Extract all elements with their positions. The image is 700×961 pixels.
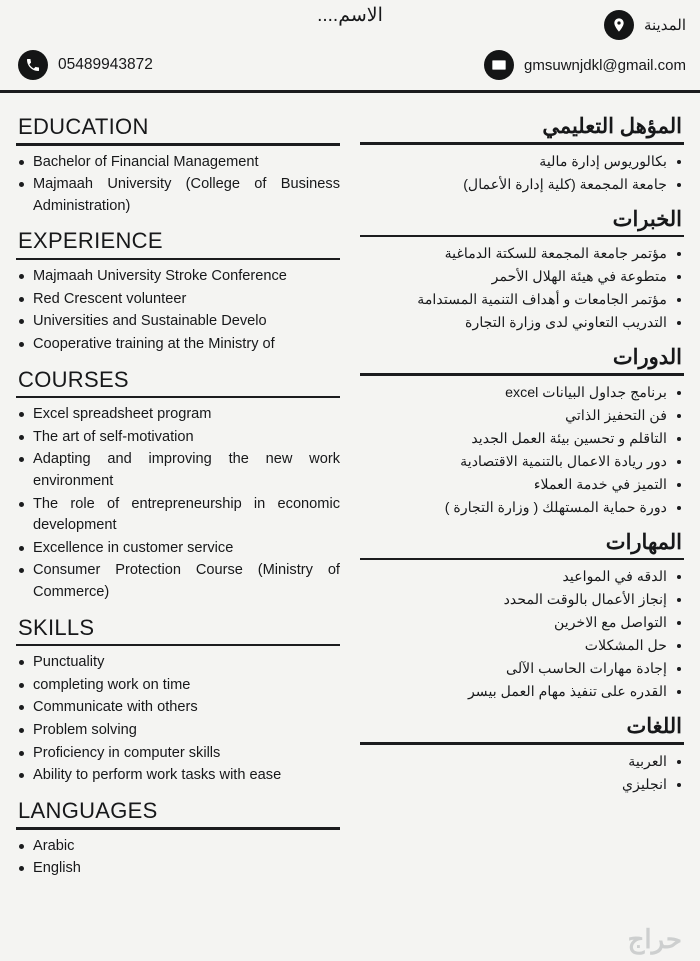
list-item: برنامج جداول البيانات excel (360, 382, 684, 404)
section-skills-ar (360, 521, 684, 704)
section-items (360, 151, 684, 196)
english-column (10, 103, 350, 881)
list-item: مؤتمر جامعة المجمعة للسكتة الدماغية (360, 243, 684, 265)
city-text: المدينة (643, 17, 686, 34)
list-item: Consumer Protection Course (Ministry of Commerce) (16, 560, 340, 603)
section-title: اللغات (626, 715, 682, 739)
list-item: Excel spreadsheet program (16, 404, 340, 426)
list-item: Red Crescent volunteer (16, 289, 340, 311)
section-items (360, 382, 684, 519)
list-item: Majmaah University (College of Business Administration) (16, 174, 340, 217)
section-divider (360, 235, 684, 238)
list-item: حل المشكلات (360, 635, 684, 657)
section-items (16, 652, 340, 787)
list-item: التواصل مع الاخرين (360, 612, 684, 634)
list-item: دورة حماية المستهلك ( وزارة التجارة ) (360, 497, 684, 519)
watermark: حراج (627, 924, 682, 954)
list-item: Punctuality (16, 652, 340, 674)
section-title: EXPERIENCE (18, 228, 163, 254)
list-item: التميز في خدمة العملاء (360, 474, 684, 496)
list-item: Problem solving (16, 720, 340, 742)
section-divider (16, 827, 340, 830)
section-divider (16, 143, 340, 146)
email-block[interactable] (484, 50, 686, 80)
section-experience-ar (360, 198, 684, 335)
section-experience-en (16, 219, 340, 355)
section-items (16, 836, 340, 880)
section-divider (360, 558, 684, 561)
list-item: Majmaah University Stroke Conference (16, 266, 340, 288)
list-item: فن التحفيز الذاتي (360, 405, 684, 427)
section-divider (360, 142, 684, 145)
list-item: Bachelor of Financial Management (16, 152, 340, 174)
section-title: المؤهل التعليمي (542, 115, 682, 138)
list-item: إجادة مهارات الحاسب الآلى (360, 658, 684, 680)
phone-icon (18, 50, 48, 80)
city-block (604, 10, 686, 40)
section-items (360, 751, 684, 796)
section-education-en (16, 105, 340, 217)
section-items (360, 243, 684, 334)
list-item: Ability to perform work tasks with ease (16, 765, 340, 787)
arabic-column (350, 103, 690, 881)
section-courses-ar (360, 336, 684, 519)
list-item: The role of entrepreneurship in economic development (16, 494, 340, 537)
list-item: Communicate with others (16, 697, 340, 719)
list-item: Arabic (16, 836, 340, 858)
location-pin-icon (604, 10, 634, 40)
list-item: إنجاز الأعمال بالوقت المحدد (360, 589, 684, 611)
section-title: الخبرات (612, 207, 682, 231)
list-item: Cooperative training at the Ministry of (16, 334, 340, 356)
phone-number: 05489943872 (58, 56, 153, 73)
list-item: Universities and Sustainable Develo (16, 311, 340, 333)
list-item: التاقلم و تحسين بيئة العمل الجديد (360, 428, 684, 450)
list-item: English (16, 858, 340, 880)
list-item: بكالوريوس إدارة مالية (360, 151, 684, 173)
list-item: Excellence in customer service (16, 538, 340, 560)
section-education-ar (360, 105, 684, 196)
list-item: القدره على تنفيذ مهام العمل بيسر (360, 681, 684, 703)
resume-header (0, 0, 700, 103)
section-items (16, 404, 340, 603)
section-divider (16, 396, 340, 399)
list-item: دور ريادة الاعمال بالتنمية الاقتصادية (360, 451, 684, 473)
section-items (360, 566, 684, 703)
header-divider (0, 90, 700, 93)
header-row-contact (0, 46, 700, 84)
list-item: جامعة المجمعة (كلية إدارة الأعمال) (360, 174, 684, 196)
section-divider (360, 373, 684, 376)
section-languages-ar (360, 705, 684, 796)
section-title: المهارات (605, 530, 682, 554)
section-items (16, 152, 340, 218)
section-title: LANGUAGES (18, 797, 158, 823)
section-languages-en (16, 789, 340, 880)
section-title: EDUCATION (18, 114, 149, 139)
section-title: SKILLS (18, 614, 95, 640)
section-divider (16, 258, 340, 261)
list-item: The art of self-motivation (16, 427, 340, 449)
candidate-name: الاسم.... (317, 5, 383, 26)
list-item: Adapting and improving the new work environment (16, 449, 340, 492)
list-item: العربية (360, 751, 684, 773)
envelope-icon (484, 50, 514, 80)
list-item: الدقه في المواعيد (360, 566, 684, 588)
header-row-city (0, 6, 700, 44)
section-skills-en (16, 606, 340, 787)
section-title: COURSES (18, 366, 129, 392)
list-item: متطوعة في هيئة الهلال الأحمر (360, 266, 684, 288)
list-item: completing work on time (16, 675, 340, 697)
list-item: Proficiency in computer skills (16, 743, 340, 765)
section-divider (16, 644, 340, 647)
email-address: gmsuwnjdkl@gmail.com (524, 56, 686, 74)
phone-block[interactable] (18, 50, 153, 80)
section-courses-en (16, 358, 340, 604)
section-title: الدورات (612, 346, 682, 370)
resume-body (0, 103, 700, 881)
list-item: التدريب التعاوني لدى وزارة التجارة (360, 312, 684, 334)
list-item: انجليزي (360, 774, 684, 796)
section-divider (360, 742, 684, 745)
section-items (16, 266, 340, 355)
list-item: مؤتمر الجامعات و أهداف التنمية المستدامة (360, 289, 684, 311)
